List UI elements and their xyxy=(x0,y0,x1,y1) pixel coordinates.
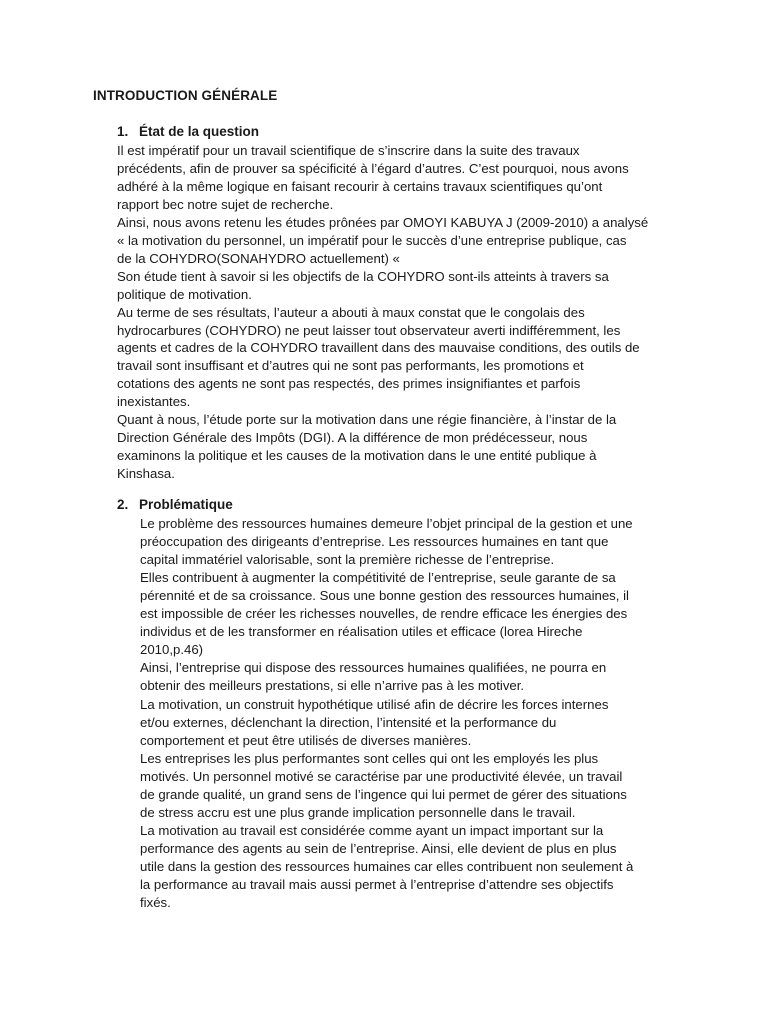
text-line: de stress accru est une plus grande implication personnelle dans le travail. xyxy=(140,804,576,820)
text-line: « la motivation du personnel, un impératif pour le succès d’une entreprise publique, cas xyxy=(117,232,627,248)
text-line: motivés. Un personnel motivé se caractérise par une productivité élevée, un travail xyxy=(140,768,623,784)
text-line: Il est impératif pour un travail scientifique de s’inscrire dans la suite des travaux xyxy=(117,143,580,158)
text-line: travail sont insuffisant et d’autres qui ne sont pas performants, les promotions et xyxy=(117,358,584,374)
text-line: Les entreprises les plus performantes sont celles qui ont les employés les plus xyxy=(140,750,599,766)
text-line: et/ou externes, déclenchant la direction, l’intensité et la performance du xyxy=(140,714,557,730)
text-line: précédents, afin de prouver sa spécificité à l’égard d’autres. C’est pourquoi, nous avons xyxy=(117,160,629,176)
text-line: performance des agents au sein de l’entreprise. Ainsi, elle devient de plus en plus xyxy=(140,840,617,856)
text-line: adhéré à la même logique en faisant recourir à certains travaux scientifiques qu’ont xyxy=(117,178,603,194)
text-line: inexistantes. xyxy=(117,394,191,410)
text-line: hydrocarbures (COHYDRO) ne peut laisser tout observateur averti indifféremment, les xyxy=(117,322,621,338)
text-line: individus et de les transformer en réalisation utiles et efficace (lorea Hireche xyxy=(140,624,583,640)
text-line: obtenir des meilleurs prestations, si elle n’arrive pas à les motiver. xyxy=(140,678,525,694)
text-line: Son étude tient à savoir si les objectifs de la COHYDRO sont-ils atteints à travers sa xyxy=(117,268,609,284)
text-line: pérennité et de sa croissance. Sous une bonne gestion des ressources humaines, il xyxy=(140,588,629,604)
text-line: Ainsi, nous avons retenu les études prônées par OMOYI KABUYA J (2009-2010) a analysé xyxy=(117,214,649,230)
text-line: fixés. xyxy=(140,895,171,911)
text-line: capital immatériel valorisable, sont la première richesse de l’entreprise. xyxy=(140,552,555,568)
text-line: agents et cadres de la COHYDRO travaillent dans des mauvaise conditions, des outils de xyxy=(117,340,640,356)
section-title: Problématique xyxy=(139,497,233,512)
section-number: 2. xyxy=(117,497,129,512)
text-line: est impossible de créer les richesses nouvelles, de rendre efficace les énergies des xyxy=(140,606,628,622)
text-line: Direction Générale des Impôts (DGI). A la différence de mon prédécesseur, nous xyxy=(117,430,588,446)
text-line: Le problème des ressources humaines demeure l’objet principal de la gestion et une xyxy=(140,516,633,531)
text-line: de grande qualité, un grand sens de l’ingence qui lui permet de gérer des situations xyxy=(140,786,627,802)
text-line: Elles contribuent à augmenter la compétitivité de l’entreprise, seule garante de sa xyxy=(140,570,616,586)
text-line: La motivation, un construit hypothétique utilisé afin de décrire les forces internes xyxy=(140,696,609,712)
text-line: politique de motivation. xyxy=(117,286,252,302)
text-line: comportement et peut être utilisés de diverses manières. xyxy=(140,732,472,748)
section-number: 1. xyxy=(117,124,129,139)
text-line: rapport bec notre sujet de recherche. xyxy=(117,196,334,212)
text-line: Au terme de ses résultats, l’auteur a abouti à maux constat que le congolais des xyxy=(117,304,585,320)
text-line: Kinshasa. xyxy=(117,466,175,482)
text-line: cotations des agents ne sont pas respectés, des primes insignifiantes et parfois xyxy=(117,376,581,392)
text-line: examinons la politique et les causes de la motivation dans le une entité publique à xyxy=(117,448,597,464)
section-title: État de la question xyxy=(139,124,260,139)
text-line: La motivation au travail est considérée comme ayant un impact important sur la xyxy=(140,822,604,838)
text-line: de la COHYDRO(SONAHYDRO actuellement) « xyxy=(117,250,400,266)
text-line: préoccupation des dirigeants d’entreprise. Les ressources humaines en tant que xyxy=(140,534,609,550)
text-line: la performance au travail mais aussi permet à l’entreprise d’attendre ses objectifs xyxy=(140,877,614,892)
text-line: 2010,p.46) xyxy=(140,642,204,658)
text-line: utile dans la gestion des ressources humaines car elles contribuent non seulement à xyxy=(140,858,634,874)
text-line: Quant à nous, l’étude porte sur la motivation dans une régie financière, à l’instar de la xyxy=(117,412,617,428)
text-line: Ainsi, l’entreprise qui dispose des ressources humaines qualifiées, ne pourra en xyxy=(140,660,607,676)
document-title: INTRODUCTION GÉNÉRALE xyxy=(93,88,278,103)
